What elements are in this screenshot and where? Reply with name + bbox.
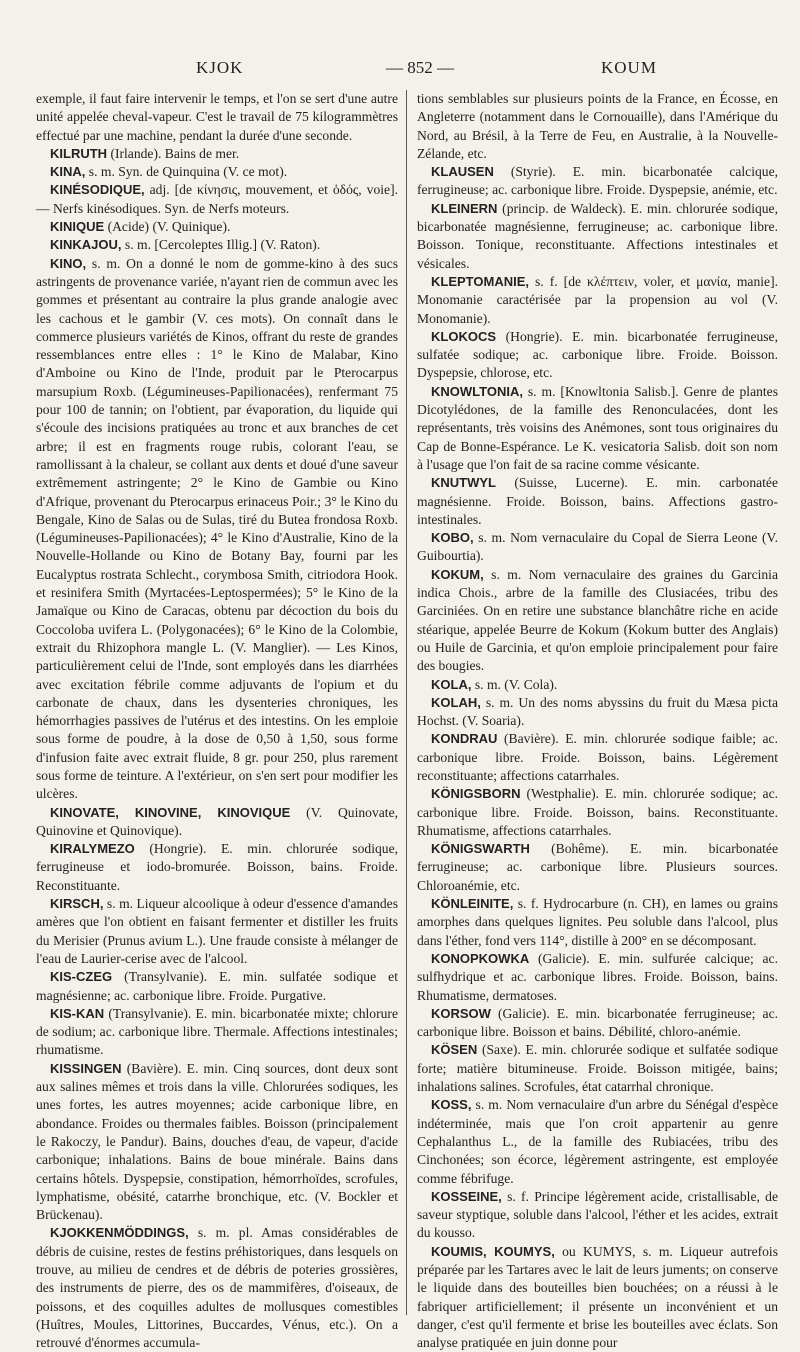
entry-text: (Transylvanie). E. min. bicarbonatée mixte; chlorure de sodium; ac. carbonique libre. Thermale. Affections intestinales; rhumatisme. bbox=[36, 1005, 398, 1058]
entry-headword: KIRALYMEZO bbox=[50, 841, 135, 857]
dictionary-entry bbox=[417, 1005, 778, 1042]
entry-text: s. m. (V. Cola). bbox=[471, 676, 558, 692]
dictionary-entry bbox=[36, 236, 398, 254]
entry-headword: KLOKOCS bbox=[431, 328, 496, 344]
page-number: — 852 — bbox=[386, 58, 454, 77]
dictionary-entry bbox=[36, 90, 398, 145]
dictionary-entry bbox=[36, 804, 398, 841]
dictionary-entry bbox=[417, 200, 778, 273]
entry-headword: KISSINGEN bbox=[50, 1060, 122, 1076]
entry-headword: KNUTWYL bbox=[431, 475, 496, 491]
entry-text: (Galicie). E. min. bicarbonatée ferrugineuse; ac. carbonique libre. Boisson et bains. Débilité, chloro-anémie. bbox=[417, 1005, 778, 1040]
entry-headword: KOLA, bbox=[431, 676, 472, 692]
dictionary-entry bbox=[36, 181, 398, 218]
dictionary-entry bbox=[417, 730, 778, 785]
entry-text: (Transylvanie). E. min. sulfatée sodique et magnésienne; ac. carbonique libre. Froide. Purgative. bbox=[36, 969, 398, 1003]
dictionary-entry bbox=[417, 474, 778, 529]
entry-headword: KÖNIGSWARTH bbox=[431, 841, 530, 857]
dictionary-entry bbox=[36, 145, 398, 163]
dictionary-entry bbox=[417, 273, 778, 328]
entry-headword: KINKAJOU, bbox=[50, 237, 122, 253]
entry-headword: KINO, bbox=[50, 255, 87, 271]
dictionary-entry bbox=[417, 694, 778, 731]
entry-headword: KIRSCH, bbox=[50, 896, 104, 912]
entry-text: (Bohême). E. min. bicarbonatée ferrugineuse; ac. carbonique libre. Plusieurs sources. Chloroanémie, etc. bbox=[417, 841, 778, 893]
right-column bbox=[407, 90, 778, 1351]
dictionary-entry bbox=[417, 529, 778, 566]
dictionary-entry bbox=[36, 163, 398, 181]
entry-headword: KOLAH, bbox=[431, 694, 481, 710]
dictionary-entry bbox=[417, 566, 778, 676]
entry-headword: KLAUSEN bbox=[431, 164, 494, 180]
dictionary-entry bbox=[36, 218, 398, 236]
entry-text: (Saxe). E. min. chlorurée sodique et sulfatée sodique forte; matière bitumineuse. Froide. Boisson mitigée, bains; inhalations salines. Scrofules, état catarrhal chronique. bbox=[417, 1042, 778, 1095]
entry-text: s. m. Nom vernaculaire des graines du Garcinia indica Chois., arbre de la famille des Clusiacées, tribu des Garciniées. On en retire une substance blanchâtre riche en acide stéarique, appelée Beurre de Kokum (Kokum butter des Anglais) ou Huile de Garcinia, et qu'on emploie principalement pour faire des bougies. bbox=[417, 566, 778, 674]
entry-text: s. m. Syn. de Quinquina (V. ce mot). bbox=[85, 164, 288, 180]
entry-text: s. f. Hydrocarbure (n. CH), en lames ou grains amorphes dans quelques lignites. Peu soluble dans l'alcool, plus dans l'éther, fond vers 114°, distille à 200° en se décomposant. bbox=[417, 896, 778, 948]
entry-text: s. m. Nom vernaculaire du Copal de Sierra Leone (V. Guibourtia). bbox=[417, 530, 778, 564]
entry-text: (Hongrie). E. min. chlorurée sodique, ferrugineuse et iodo-bromurée. Boisson, bains. Froide. Reconstituante. bbox=[36, 841, 398, 893]
header-left-guideword: KJOK bbox=[196, 58, 244, 77]
entry-headword: KOSS, bbox=[431, 1097, 472, 1113]
dictionary-entry bbox=[417, 90, 778, 163]
entry-headword: KINOVATE, KINOVINE, KINOVIQUE bbox=[50, 804, 291, 820]
entry-text: (Westphalie). E. min. chlorurée sodique; ac. carbonique libre. Froide. Boisson, bains. Reconstituante. Rhumatisme, affections catarrhales. bbox=[417, 786, 778, 838]
entry-headword: KORSOW bbox=[431, 1005, 491, 1021]
entry-headword: KOSSEINE, bbox=[431, 1188, 502, 1204]
entry-text: (Bavière). E. min. chlorurée sodique faible; ac. carbonique libre. Froide. Boisson, bains. Légèrement reconstituante; affections catarrhales. bbox=[417, 731, 778, 783]
left-column bbox=[36, 90, 407, 1351]
entry-headword: KINIQUE bbox=[50, 219, 105, 235]
entry-headword: KNOWLTONIA, bbox=[431, 383, 523, 399]
two-column-body bbox=[36, 90, 778, 1351]
entry-text: (Hongrie). E. min. bicarbonatée ferrugineuse, sulfatée sodique; ac. carbonique libre. Froide. Boisson. Dyspepsie, chlorose, etc. bbox=[417, 328, 778, 381]
entry-text: (Acide) (V. Quinique). bbox=[104, 219, 231, 235]
dictionary-entry bbox=[417, 895, 778, 950]
dictionary-entry bbox=[36, 1224, 398, 1352]
entry-text: (princip. de Waldeck). E. min. chlorurée sodique, bicarbonatée magnésienne, ferrugineuse; ac. carbonique libre. Boisson. Tonique, reconstituante. Affections intestinales et vésicales. bbox=[417, 200, 778, 271]
dictionary-entry bbox=[417, 950, 778, 1005]
entry-headword: KÖNIGSBORN bbox=[431, 786, 521, 802]
dictionary-entry bbox=[417, 1096, 778, 1187]
entry-headword: KLEPTOMANIE, bbox=[431, 273, 529, 289]
entry-text: adj. [de κίνησις, mouvement, et ὁδός, voie]. — Nerfs kinésodiques. Syn. de Nerfs moteurs. bbox=[36, 182, 398, 216]
entry-headword: KJOKKENMÖDDINGS, bbox=[50, 1225, 189, 1241]
entry-text: s. m. Un des noms abyssins du fruit du Mæsa picta Hochst. (V. Soaria). bbox=[417, 694, 778, 729]
entry-text: (V. Quinovate, Quinovine et Quinovique). bbox=[36, 804, 399, 838]
dictionary-entry bbox=[36, 255, 398, 804]
entry-text: (Bavière). E. min. Cinq sources, dont deux sont aux salines mêmes et trois dans la ville. Chlorurées sodiques, les unes fortes, les autres moyennes; acide carbonique libre, en abondance. Froides ou thermales faibles. Boisson (principalement le Rakoczy, le Pandur). Bains, douches d'eau, de vapeur, d'acide carbonique; inhalations. Bains de boue minérale. Bains dans certains hôtels. Dyspepsie, constipation, hémorrhoïdes, scrofules, lymphatisme, obésité, catarrhe bronchique, etc. (V. Bockler et Brückenau). bbox=[36, 1060, 398, 1223]
dictionary-entry bbox=[36, 1005, 398, 1060]
entry-text: tions semblables sur plusieurs points de la France, en Écosse, en Angleterre (notamment dans le Cornouaille), dans l'Amérique du Nord, au Brésil, à la Terre de Feu, en Australie, à la Nouvelle-Zélande, etc. bbox=[417, 91, 778, 161]
entry-text: s. f. Principe légèrement acide, cristallisable, de saveur styptique, soluble dans l'alcool, l'éther et les acides, extrait du kousso. bbox=[417, 1188, 778, 1241]
entry-text: s. m. Nom vernaculaire d'un arbre du Sénégal d'espèce indéterminée, mais que l'on croit appartenir au genre Cephalanthus L., de la famille des Rubiacées, tribu des Cinchonées; son écorce, légèrement astringente, est employée comme fébrifuge. bbox=[417, 1097, 778, 1186]
entry-headword: KONOPKOWKA bbox=[431, 950, 530, 966]
entry-text: exemple, il faut faire intervenir le temps, et l'on se sert d'une autre unité appelée cheval-vapeur. C'est le travail de 75 kilogrammètres effectué par une machine, pendant la durée d'une seconde. bbox=[36, 91, 398, 143]
dictionary-entry bbox=[417, 1243, 778, 1352]
dictionary-entry bbox=[417, 1041, 778, 1096]
entry-text: s. m. [Knowltonia Salisb.]. Genre de plantes Dicotylédones, de la famille des Renonculacées, dont les représentants, très voisins des Anémones, sont tous originaires du Cap de Bonne-Espérance. Le K. vesicatoria Salisb. doit son nom à l'usage que l'on fait de sa racine comme vésicante. bbox=[417, 383, 778, 472]
entry-headword: KIS-KAN bbox=[50, 1005, 105, 1021]
entry-headword: KOKUM, bbox=[431, 566, 484, 582]
dictionary-entry bbox=[36, 895, 398, 968]
dictionary-entry bbox=[36, 1060, 398, 1225]
dictionary-entry bbox=[417, 383, 778, 474]
entry-headword: KLEINERN bbox=[431, 200, 498, 216]
entry-text: (Styrie). E. min. bicarbonatée calcique, ferrugineuse; ac. carbonique libre. Froide. Dyspepsie, anémie, etc. bbox=[417, 164, 778, 198]
dictionary-entry bbox=[417, 676, 778, 694]
entry-headword: KONDRAU bbox=[431, 731, 498, 747]
dictionary-entry bbox=[417, 1188, 778, 1243]
entry-text: ou KUMYS, s. m. Liqueur autrefois préparée par les Tartares avec le lait de leurs juments; on conserve le liquide dans des bouteilles bien bouchées; on a réussi à le fabriquer artificiellement; il présente un inconvénient et un danger, c'est qu'il fermente et brise les bouteilles avec éclats. Son analyse pratiquée en juin donne pour bbox=[417, 1243, 778, 1351]
dictionary-entry bbox=[417, 785, 778, 840]
dictionary-entry bbox=[417, 840, 778, 895]
entry-headword: KOUMIS, KOUMYS, bbox=[431, 1243, 555, 1259]
dictionary-entry bbox=[36, 840, 398, 895]
entry-text: s. m. On a donné le nom de gomme-kino à des sucs astringents de provenance variée, n'ayant rien de commun avec les gommes et présentant au contraire la plus grande analogie avec les cachous et le gambir (V. ces mots). On connaît dans le commerce plusieurs variétés de Kinos, offrant du reste de grandes ressemblances entre elles : 1° le Kino de Malabar, Kino d'Amboine ou Kino de l'Inde, produit par le Pterocarpus marsupium Roxb. (Légumineuses-Papilionacées), renfermant 75 pour 100 de tannin; on l'obtient, par évaporation, du liquide qui s'écoule des incisions pratiquées au tronc et aux branches de cet arbre; il est en fragments rouge rubis, colorant l'eau, se ramollissant à la chaleur, se collant aux dents et doué d'une saveur extrêmement astringente; 2° le Kino de Gambie ou Kino d'Afrique, provenant du Pterocarpus erinaceus Poir.; 3° le Kino du Bengale, Kino de Salas ou de Sulas, tiré du Butea frondosa Roxb. (Légumineuses-Papilionacées); 4° le Kino d'Australie, Kino de la Nouvelle-Hollande ou Kino de Botany Bay, fourni par les Eucalyptus rostrata Schlecht., corymbosa Smith, citriodora Hook. et resinifera Smith (Myrtacées-Leptospermées); 5° le Kino de la Jamaïque ou Kino de Caracas, obtenu par décoction du bois du Coccoloba uvifera L. (Polygonacées); 6° le Kino de la Colombie, extrait du Rhizophora mangle L. (V. Manglier). — Les Kinos, particulièrement celui de l'Inde, sont employés dans les diarrhées avec excitation fébrile comme adjuvants de l'opium et du carbonate de chaux, dans les dysenteries chroniques, les hémorrhagies passives de l'utérus et des intestins. On les emploie sous forme de poudre, à la dose de 0,50 à 1,50, sous forme d'infusion faite avec extrait fluide, 8 gr. pour 250, plus rarement sous forme de teinture. A l'extérieur, on s'en sert pour modifier les ulcères. bbox=[36, 255, 398, 802]
entry-text: s. m. [Cercoleptes Illig.] (V. Raton). bbox=[121, 237, 321, 253]
running-header bbox=[36, 58, 776, 84]
dictionary-entry bbox=[417, 163, 778, 200]
entry-headword: KINA, bbox=[50, 164, 86, 180]
entry-text: s. m. Liqueur alcoolique à odeur d'essence d'amandes amères que l'on obtient en faisant fermenter et distiller les fruits du Merisier (Prunus avium L.). Une fraude consiste à mélanger de l'eau de Laurier-cerise avec de l'alcool. bbox=[36, 896, 398, 966]
entry-text: s. f. [de κλέπτειν, voler, et μανία, manie]. Monomanie caractérisée par la propension au vol (V. Monomanie). bbox=[417, 273, 778, 326]
entry-headword: KÖSEN bbox=[431, 1042, 478, 1058]
entry-text: s. m. pl. Amas considérables de débris de cuisine, restes de festins préhistoriques, dans lesquels on trouve, au milieu de cendres et de débris de poteries grossières, des instruments de pierre, des os de mammifères, d'oiseaux, de poissons, et des coquilles adultes de mollusques comestibles (Huîtres, Moules, Littorines, Buccardes, Vénus, etc.). On a retrouvé d'énormes accumula- bbox=[36, 1225, 398, 1351]
entry-text: (Suisse, Lucerne). E. min. carbonatée magnésienne. Froide. Boisson, bains. Affections gastro-intestinales. bbox=[417, 475, 778, 527]
entry-text: (Irlande). Bains de mer. bbox=[107, 145, 240, 161]
entry-headword: KILRUTH bbox=[50, 145, 108, 161]
entry-headword: KOBO, bbox=[431, 530, 474, 546]
dictionary-entry bbox=[417, 328, 778, 383]
entry-headword: KÖNLEINITE, bbox=[431, 896, 514, 912]
entry-text: (Galicie). E. min. sulfurée calcique; ac. sulfhydrique et ac. carbonique libres. Froide. Boisson, bains. Rhumatisme, dermatoses. bbox=[417, 950, 778, 1003]
entry-headword: KINÉSODIQUE, bbox=[50, 182, 145, 198]
header-right-guideword: KOUM bbox=[601, 58, 657, 77]
dictionary-entry bbox=[36, 968, 398, 1005]
entry-headword: KIS-CZEG bbox=[50, 969, 113, 985]
